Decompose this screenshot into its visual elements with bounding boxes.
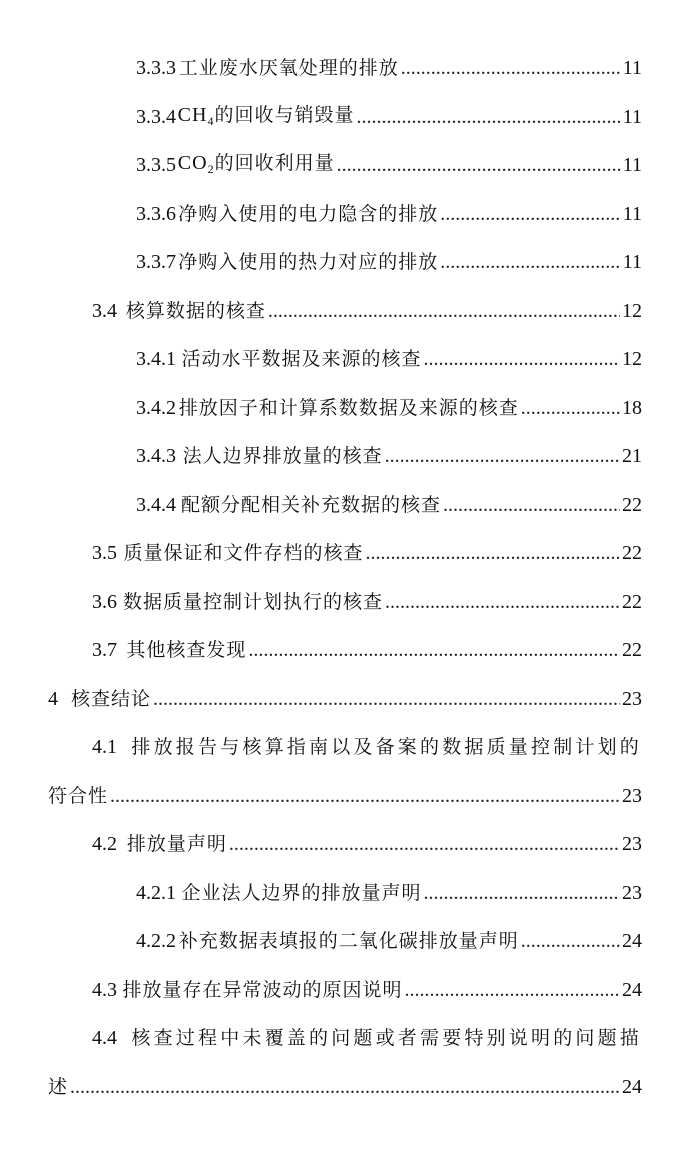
toc-number: 4 xyxy=(48,687,58,710)
toc-leader xyxy=(440,202,620,226)
toc-page: 22 xyxy=(622,493,642,516)
toc-number: 3.4.2 xyxy=(136,396,176,419)
toc-number: 3.3.3 xyxy=(136,57,176,79)
toc-leader xyxy=(385,590,620,614)
toc-page: 24 xyxy=(622,1075,642,1098)
toc-title: 补充数据表填报的二氧化碳排放量声明 xyxy=(178,930,519,952)
toc-entry-3-3-5[interactable] xyxy=(136,145,642,177)
toc-leader xyxy=(521,396,620,420)
toc-leader xyxy=(248,638,620,662)
toc-page: 11 xyxy=(622,154,642,176)
toc-title-line2: 述 xyxy=(48,1075,69,1098)
toc-page: 11 xyxy=(622,251,642,273)
toc-title: 排放量声明 xyxy=(126,833,227,855)
toc-title: $CH_4$的回收与销毁量 xyxy=(177,103,355,128)
toc-number: 4.3 xyxy=(92,978,117,1001)
toc-entry-3-4[interactable] xyxy=(92,291,642,323)
toc-leader xyxy=(229,832,620,856)
toc-number: 4.4 xyxy=(92,1027,117,1049)
toc-entry-3-6[interactable] xyxy=(92,582,642,614)
toc-number: 3.7 xyxy=(92,639,117,661)
toc-leader xyxy=(268,299,620,323)
toc-page: 22 xyxy=(622,639,642,661)
toc-entry-3-3-6[interactable] xyxy=(136,194,642,226)
toc-entry-4-1-cont[interactable] xyxy=(48,776,642,808)
toc-number: 4.2 xyxy=(92,833,117,855)
toc-entry-3-4-3[interactable] xyxy=(136,436,642,468)
toc-number: 3.4 xyxy=(92,299,117,322)
toc-entry-4[interactable] xyxy=(48,679,642,711)
toc-entry-3-4-2[interactable] xyxy=(136,388,642,420)
toc-number: 4.2.2 xyxy=(136,930,176,952)
toc-page: 12 xyxy=(622,348,642,370)
toc-page: 11 xyxy=(622,202,642,225)
toc-leader xyxy=(337,153,621,177)
toc-page: 24 xyxy=(622,978,642,1001)
toc-page: 22 xyxy=(622,542,642,564)
toc-title: 排放量存在异常波动的原因说明 xyxy=(122,978,403,1001)
toc-number: 3.3.4 xyxy=(136,105,176,128)
toc-title: 质量保证和文件存档的核查 xyxy=(123,542,364,564)
toc-title-line2: 符合性 xyxy=(48,784,109,807)
toc-number: 4.2.1 xyxy=(136,881,176,904)
toc-leader xyxy=(404,978,620,1002)
toc-number: 3.4.4 xyxy=(136,493,176,516)
toc-leader xyxy=(110,784,620,808)
toc-page: 21 xyxy=(622,445,642,467)
toc-title: 排放因子和计算系数数据及来源的核查 xyxy=(178,396,519,419)
toc-title: 工业废水厌氧处理的排放 xyxy=(178,57,399,79)
toc-title: 数据质量控制计划执行的核查 xyxy=(122,590,383,613)
toc-title: 净购入使用的电力隐含的排放 xyxy=(178,202,439,225)
toc-entry-3-5[interactable] xyxy=(92,533,642,565)
toc-entry-4-2-2[interactable] xyxy=(136,921,642,953)
toc-page: 23 xyxy=(622,881,642,904)
toc-leader xyxy=(423,347,620,371)
toc-entry-3-7[interactable] xyxy=(92,630,642,662)
toc-leader xyxy=(365,541,620,565)
toc-page: 23 xyxy=(622,687,642,710)
toc-leader xyxy=(385,444,620,468)
toc-title-line1: 核查过程中未覆盖的问题或者需要特别说明的问题描 xyxy=(131,1027,642,1049)
toc-number: 3.6 xyxy=(92,590,117,613)
toc-title: 配额分配相关补充数据的核查 xyxy=(180,493,441,516)
toc-entry-4-3[interactable] xyxy=(92,970,642,1002)
toc-title: 核查结论 xyxy=(71,687,152,710)
toc-entry-3-3-4[interactable] xyxy=(136,97,642,129)
toc-entry-4-1[interactable] xyxy=(92,727,642,759)
toc-leader xyxy=(356,105,620,129)
toc-title: 其他核查发现 xyxy=(126,639,247,661)
toc-leader xyxy=(521,929,620,953)
toc-number: 3.4.1 xyxy=(136,348,176,370)
toc-leader xyxy=(423,881,620,905)
toc-number: 4.1 xyxy=(92,736,117,758)
toc-title: 企业法人边界的排放量声明 xyxy=(181,881,422,904)
toc-entry-4-2-1[interactable] xyxy=(136,873,642,905)
toc-entry-3-3-7[interactable] xyxy=(136,242,642,274)
toc-entry-4-2[interactable] xyxy=(92,824,642,856)
toc-entry-4-4-cont[interactable] xyxy=(48,1067,642,1099)
toc-number: 3.3.5 xyxy=(136,154,176,176)
toc-leader xyxy=(70,1075,620,1099)
toc-number: 3.4.3 xyxy=(136,445,176,467)
toc-number: 3.5 xyxy=(92,542,117,564)
toc-page: 23 xyxy=(622,784,642,807)
toc-number: 3.3.6 xyxy=(136,202,176,225)
toc-title: 活动水平数据及来源的核查 xyxy=(181,348,422,370)
toc-entry-3-4-1[interactable] xyxy=(136,339,642,371)
toc-page: 22 xyxy=(622,590,642,613)
toc-entry-3-3-3[interactable] xyxy=(136,48,642,80)
toc-page: 24 xyxy=(622,930,642,952)
toc-page: 18 xyxy=(622,396,642,419)
toc-title: $CO_2$的回收利用量 xyxy=(177,152,335,176)
toc-title: 净购入使用的热力对应的排放 xyxy=(178,251,439,273)
toc-leader xyxy=(401,56,621,80)
toc-title: 核算数据的核查 xyxy=(125,299,266,322)
toc-page: 23 xyxy=(622,833,642,855)
toc-page: 11 xyxy=(622,105,642,128)
toc-leader xyxy=(443,493,620,517)
toc-entry-4-4[interactable] xyxy=(92,1018,642,1050)
toc-title-line1: 排放报告与核算指南以及备案的数据质量控制计划的 xyxy=(131,736,642,758)
toc-leader xyxy=(440,250,620,274)
toc-number: 3.3.7 xyxy=(136,251,176,273)
toc-leader xyxy=(153,687,620,711)
toc-page: 12 xyxy=(622,299,642,322)
toc-entry-3-4-4[interactable] xyxy=(136,485,642,517)
toc-page: 11 xyxy=(622,57,642,79)
toc-title: 法人边界排放量的核查 xyxy=(182,445,383,467)
